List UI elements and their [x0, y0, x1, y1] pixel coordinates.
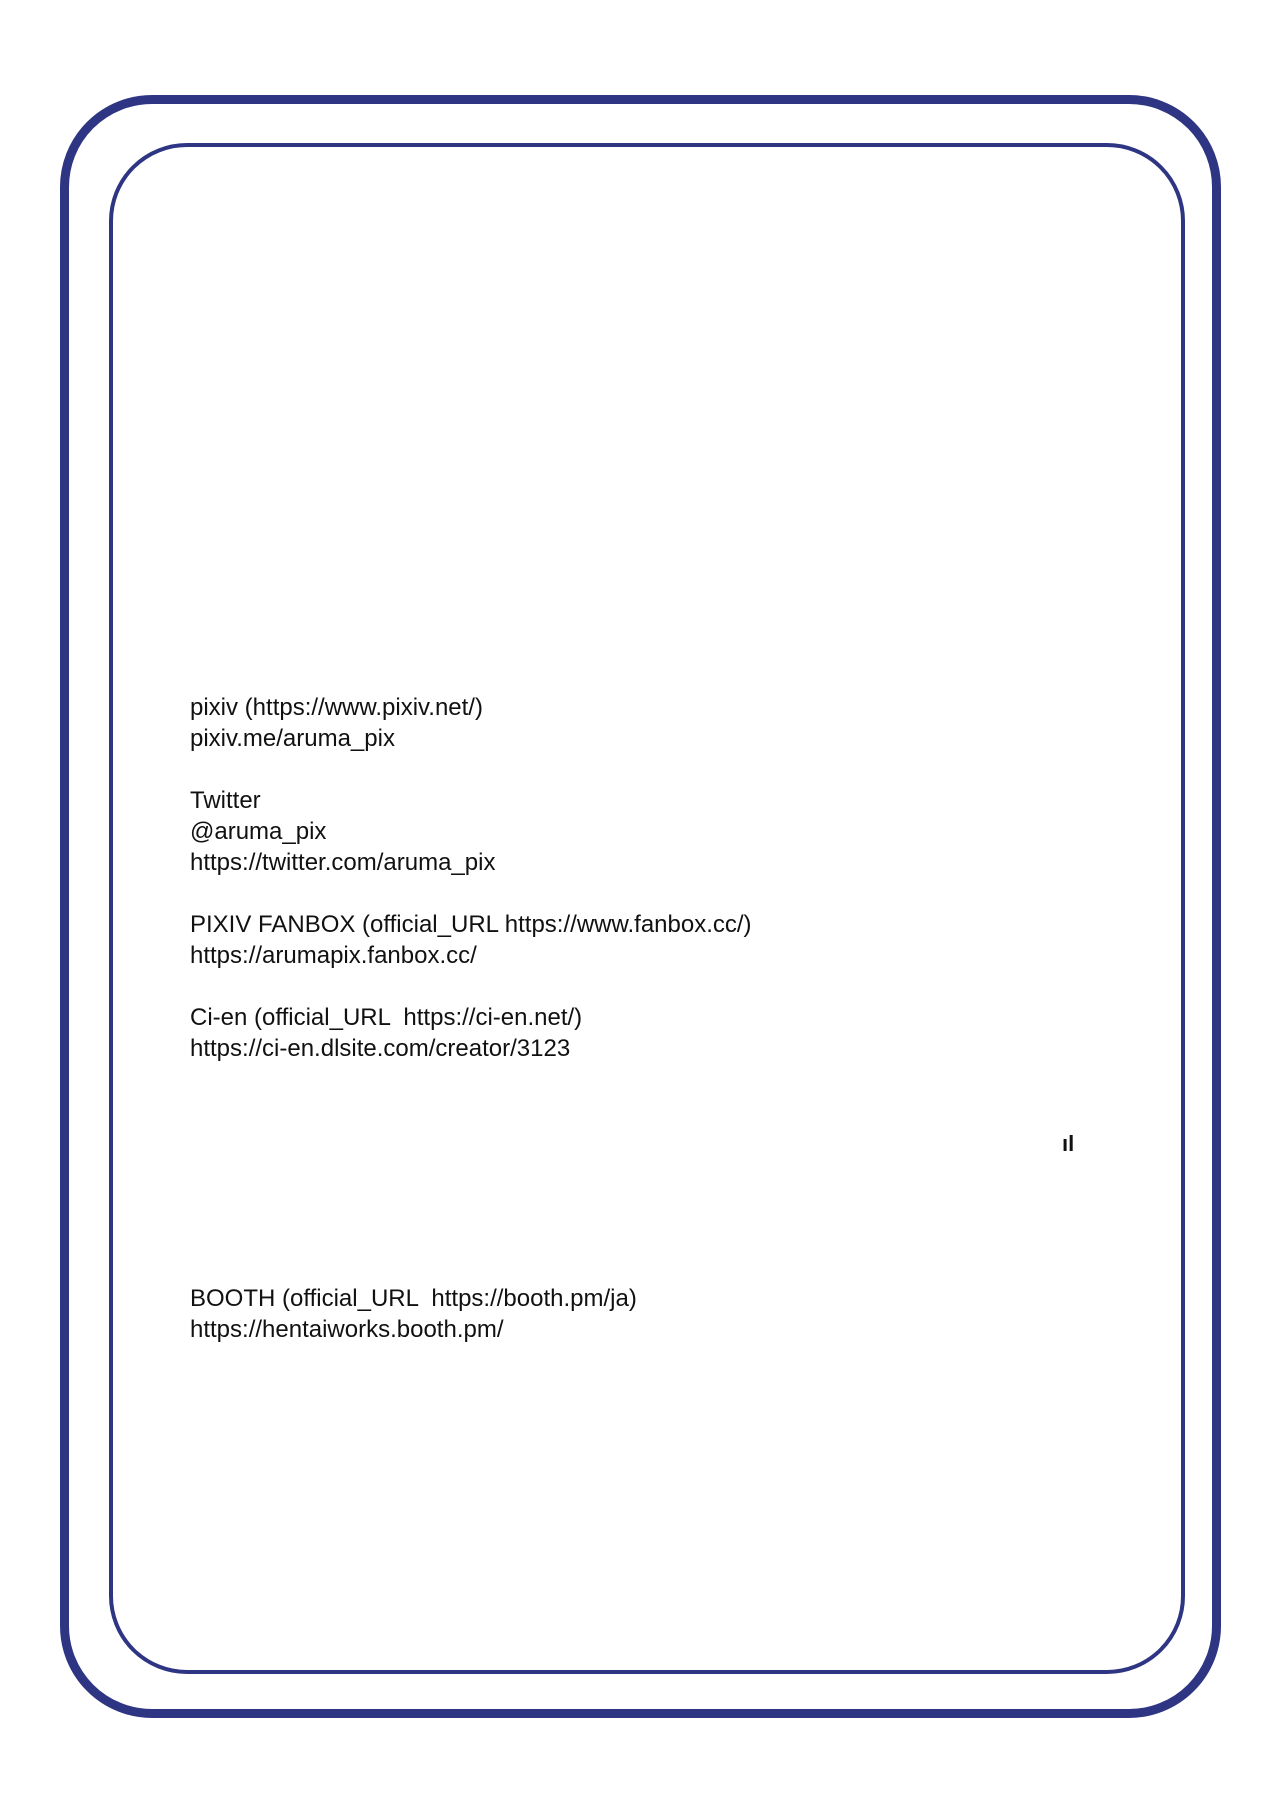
fanbox-url[interactable]: https://arumapix.fanbox.cc/ — [190, 942, 477, 969]
pixiv-block — [190, 692, 752, 754]
cien-url[interactable]: https://ci-en.dlsite.com/creator/3123 — [190, 1035, 571, 1062]
booth-title: BOOTH (official_URL https://booth.pm/ja) — [190, 1285, 637, 1312]
links-list — [190, 692, 752, 1095]
stray-mark: ıl — [1062, 1131, 1075, 1156]
twitter-title: Twitter — [190, 787, 261, 814]
booth-url[interactable]: https://hentaiworks.booth.pm/ — [190, 1316, 504, 1343]
twitter-url[interactable]: https://twitter.com/aruma_pix — [190, 849, 496, 876]
pixiv-url[interactable]: pixiv.me/aruma_pix — [190, 725, 395, 752]
twitter-handle: @aruma_pix — [190, 818, 327, 845]
cien-block — [190, 1002, 752, 1064]
cien-title: Ci-en (official_URL https://ci-en.net/) — [190, 1004, 583, 1031]
fanbox-title: PIXIV FANBOX (official_URL https://www.fanbox.cc/) — [190, 911, 752, 938]
booth-block — [190, 1283, 637, 1345]
fanbox-block — [190, 909, 752, 971]
pixiv-title: pixiv (https://www.pixiv.net/) — [190, 694, 483, 721]
twitter-block — [190, 785, 752, 878]
